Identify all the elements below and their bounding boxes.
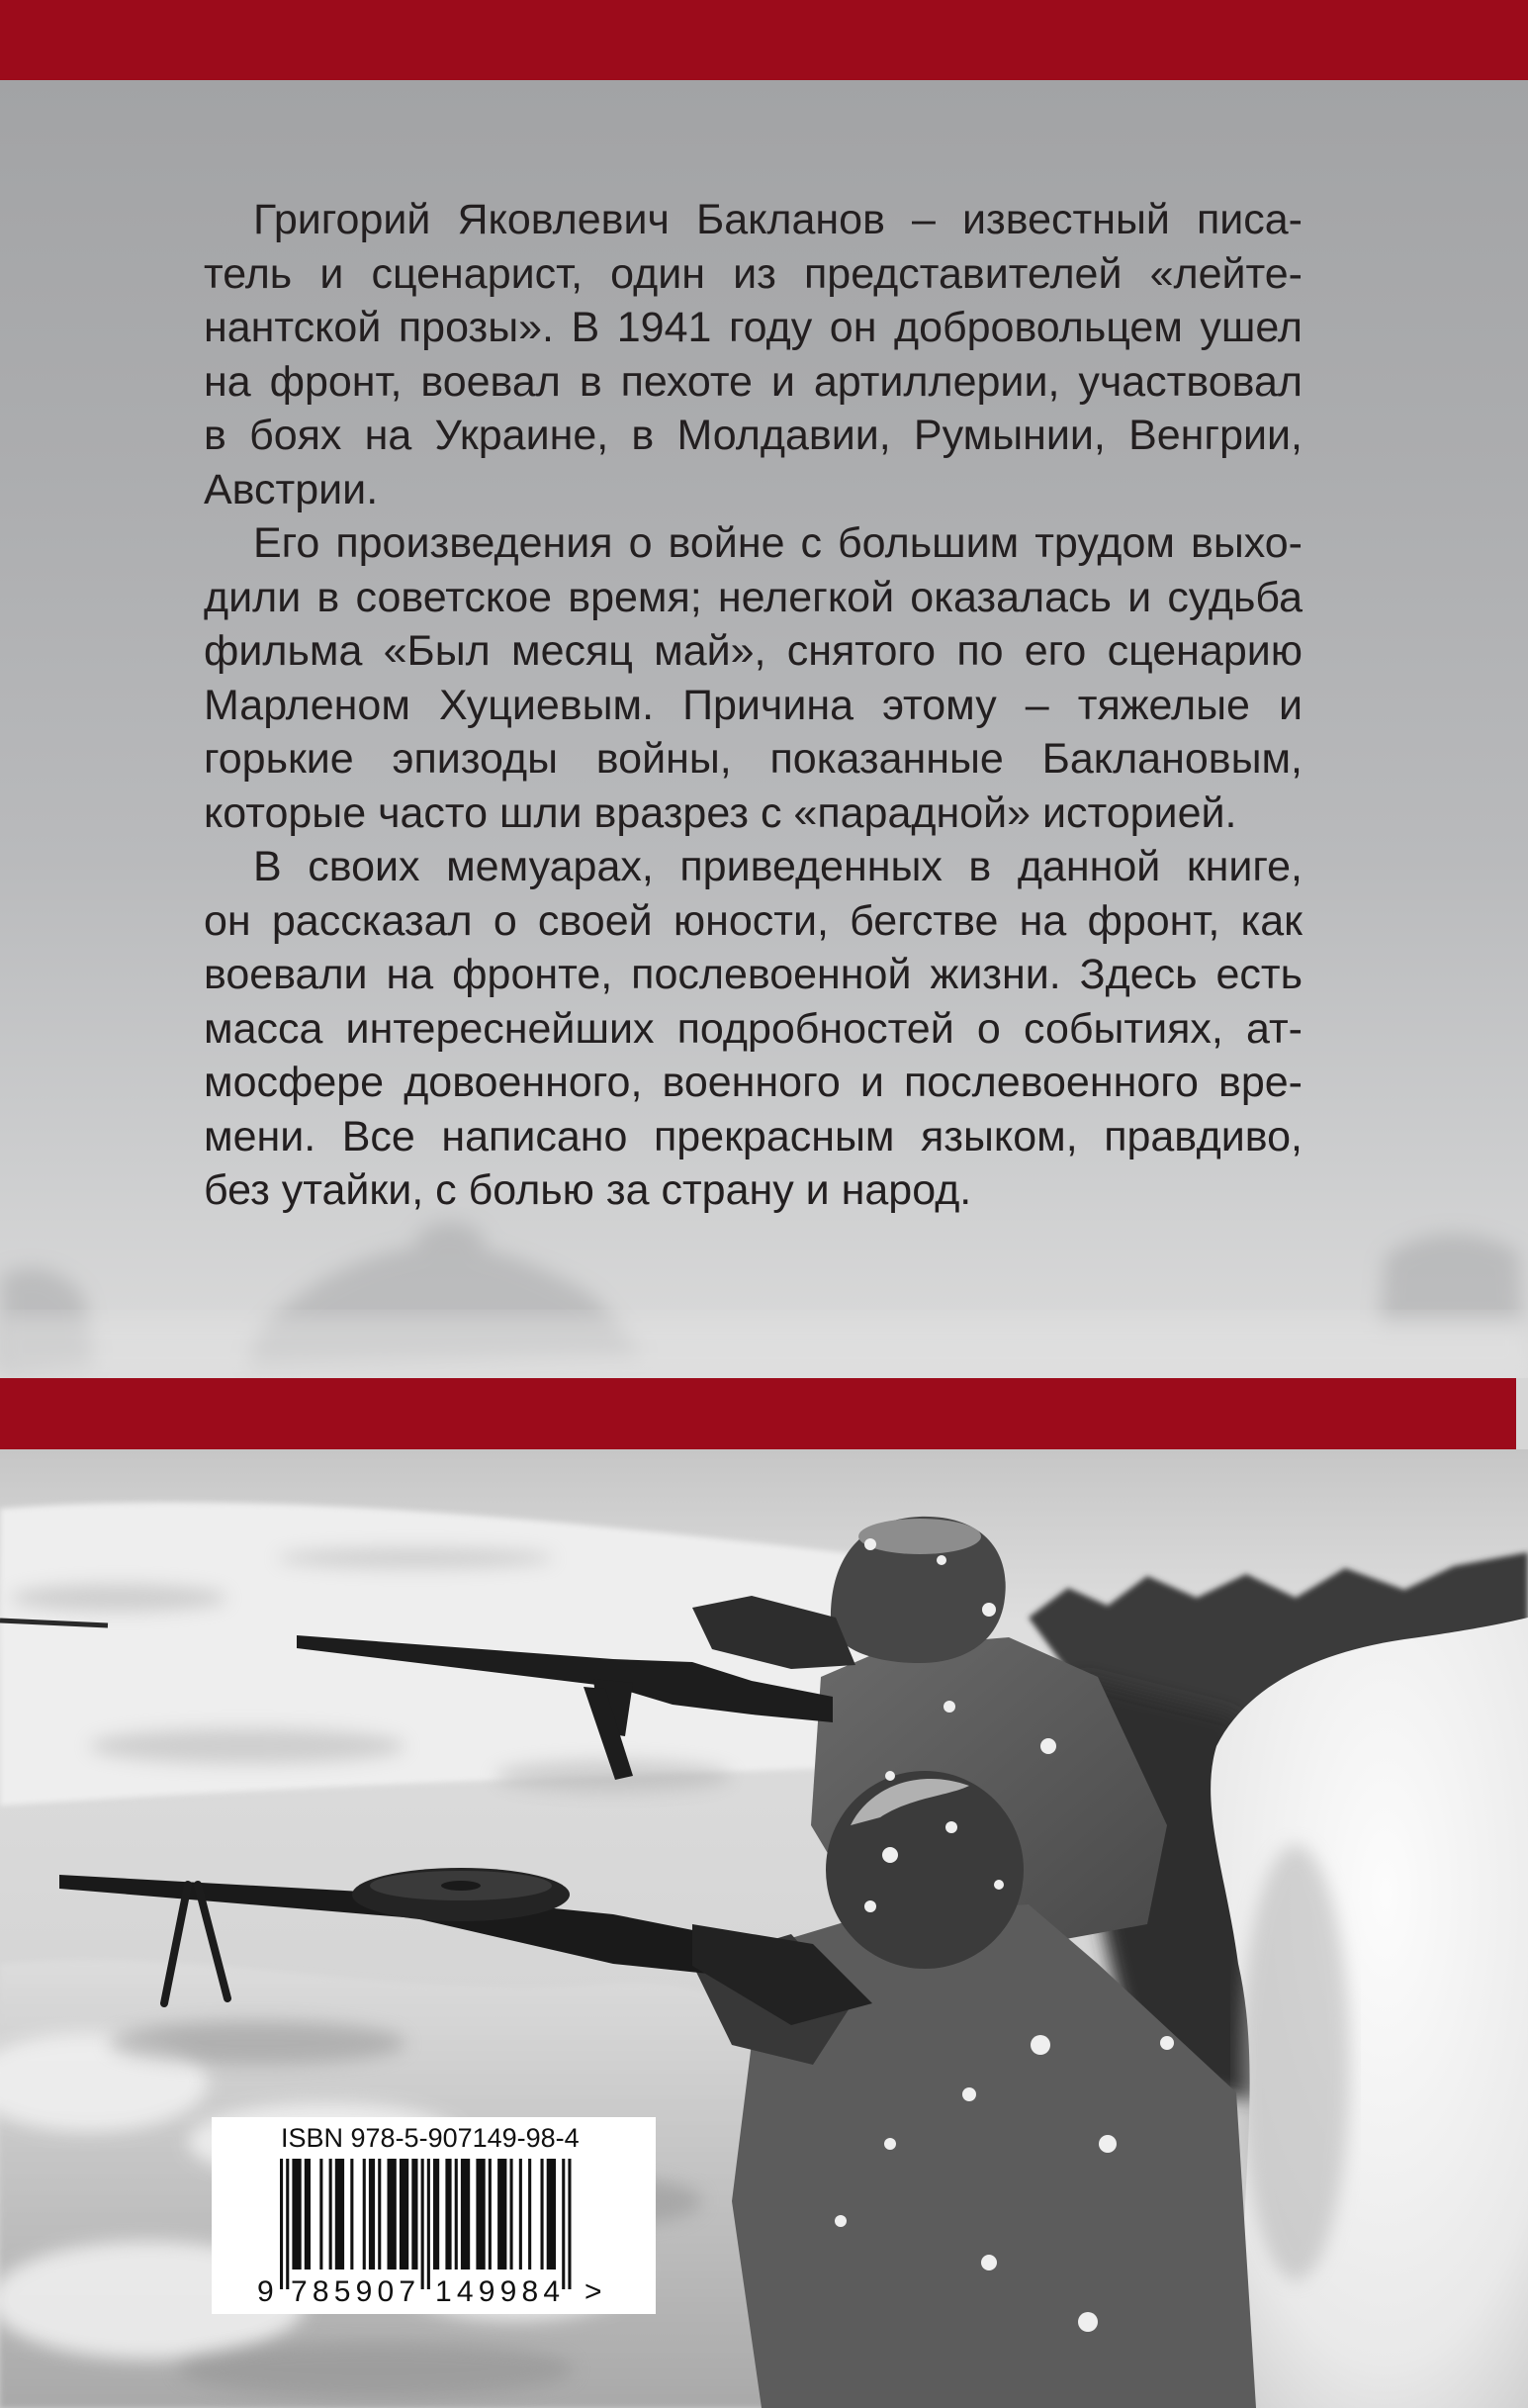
top-red-band <box>0 0 1528 80</box>
barcode-bar <box>455 2159 458 2269</box>
text-line: мени. Все написано прекрасным языком, правдиво, <box>204 1112 1303 1160</box>
barcode-left-digits: 785907 <box>291 2275 415 2308</box>
barcode-bars <box>280 2159 572 2289</box>
text-line: фильма «Был месяц май», снятого по его сценарию <box>204 627 1303 675</box>
text-line: Австрии. <box>204 465 379 513</box>
barcode-bar <box>280 2159 283 2289</box>
isbn-label: ISBN 978-5-907149-98-4 <box>281 2123 580 2153</box>
barcode-bar <box>476 2159 485 2269</box>
barcode-bar <box>388 2159 397 2269</box>
isbn-barcode <box>212 2117 656 2314</box>
text-line: Марленом Хуциевым. Причина этому – тяжелые и <box>204 681 1303 729</box>
barcode-bar <box>411 2159 417 2269</box>
barcode-bar <box>568 2159 571 2289</box>
barcode-end-mark: > <box>584 2275 602 2308</box>
barcode-bar <box>319 2159 322 2269</box>
barcode-bar <box>350 2159 353 2269</box>
middle-red-band <box>0 1378 1516 1449</box>
text-line: он рассказал о своей юности, бегстве на фронт, как <box>204 896 1303 945</box>
text-line: Его произведения о войне с большим трудом выхо- <box>253 519 1303 567</box>
soldier-lower-helmet <box>826 1771 1024 1969</box>
text-line: В своих мемуарах, приведенных в данной книге, <box>253 843 1303 890</box>
text-line: горькие эпизоды войны, показанные Баклановым, <box>204 735 1303 783</box>
barcode-bar <box>461 2159 470 2269</box>
paragraph <box>204 516 1303 840</box>
barcode-right-digits: 149984 <box>435 2275 560 2308</box>
mound-shadow <box>1241 1845 1350 2280</box>
barcode-bar <box>369 2159 375 2269</box>
mist-haze <box>0 1316 1528 1378</box>
barcode-bar <box>335 2159 344 2269</box>
text-line: на фронт, воевал в пехоте и артиллерии, участвовал <box>204 357 1303 406</box>
text-line: воевали на фронте, послевоенной жизни. Здесь есть <box>204 951 1303 998</box>
barcode-bar <box>305 2159 311 2269</box>
barcode-bar <box>519 2159 522 2269</box>
drum-magazine <box>352 1868 570 1921</box>
text-line: в боях на Украине, в Молдавии, Румынии, Венгрии, <box>204 412 1303 459</box>
barcode-bar <box>433 2159 439 2269</box>
mist-figure-right <box>1380 1234 1523 1326</box>
barcode-bar <box>489 2159 492 2269</box>
barcode-bar <box>421 2159 424 2289</box>
text-line: тель и сценарист, один из представителей «лейте- <box>204 249 1303 298</box>
text-line: дили в советское время; нелегкой оказалась и судьба <box>204 573 1303 621</box>
paragraph <box>204 193 1303 516</box>
text-line: масса интереснейших подробностей о событиях, ат- <box>204 1004 1303 1053</box>
text-line: которые часто шли вразрез с «парадной» историей. <box>204 788 1237 837</box>
paragraph <box>204 840 1303 1218</box>
barcode-bar <box>400 2159 408 2269</box>
barcode-bar <box>378 2159 381 2269</box>
mist-figure-center-2 <box>415 1222 485 1276</box>
barcode-bar <box>427 2159 430 2289</box>
barcode-graphic <box>212 2117 656 2314</box>
barcode-bar <box>497 2159 506 2269</box>
barcode-bar <box>547 2159 556 2269</box>
hood-snow <box>858 1519 981 1554</box>
barcode-bar <box>292 2159 301 2269</box>
barcode-bar <box>329 2159 332 2269</box>
annotation-text <box>204 193 1303 1218</box>
text-line: Григорий Яковлевич Бакланов – известный писа- <box>253 196 1303 243</box>
text-line: мосфере довоенного, военного и послевоенного вре- <box>204 1059 1303 1106</box>
barcode-bar <box>541 2159 544 2269</box>
barcode-bar <box>510 2159 513 2269</box>
barcode-bar <box>363 2159 366 2269</box>
barcode-bar <box>562 2159 565 2289</box>
barcode-bar <box>445 2159 451 2269</box>
text-line: нантской прозы». В 1941 году он добровольцем ушел <box>204 304 1303 351</box>
barcode-bar <box>528 2159 531 2269</box>
text-line: без утайки, с болью за страну и народ. <box>204 1166 972 1214</box>
barcode-first-digit: 9 <box>257 2275 274 2308</box>
barcode-bar <box>286 2159 289 2289</box>
